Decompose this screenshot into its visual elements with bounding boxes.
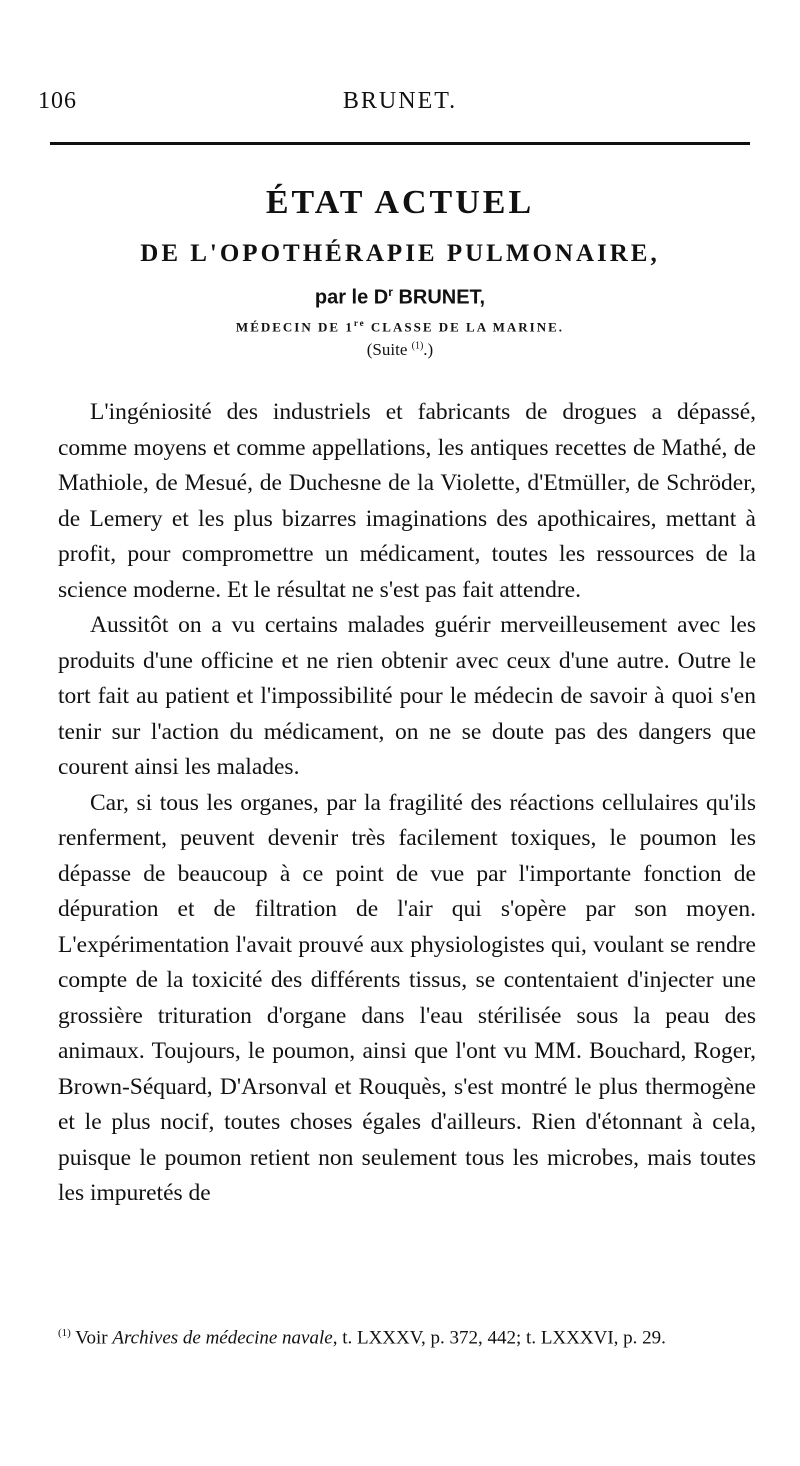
footnote-marker: (1) bbox=[58, 1327, 71, 1339]
byline bbox=[0, 285, 800, 310]
running-head bbox=[38, 88, 762, 118]
paragraph-2: Aussitôt on a vu certains malades guérir merveilleusement avec les produits d'une officine et ne rien obtenir avec ceux d'une autre. Outre le tort fait au patient et l'impossibilité pour le médecin de savoir à quoi s'en tenir sur l'action du médicament, on ne se doute pas des dangers que courent ainsi les malades. bbox=[58, 612, 756, 780]
footnote bbox=[58, 1318, 756, 1353]
suite-suffix: .) bbox=[423, 340, 434, 359]
body-text bbox=[58, 395, 756, 1212]
affiliation-sup: re bbox=[353, 318, 366, 328]
article-subtitle: DE L'OPOTHÉRAPIE PULMONAIRE, bbox=[140, 240, 660, 267]
byline-sup: r bbox=[388, 285, 393, 299]
footnote-journal: Archives de médecine navale bbox=[112, 1327, 333, 1349]
byline-prefix: par le D bbox=[314, 286, 389, 309]
paragraph-3: Car, si tous les organes, par la fragilité des réactions cellulaires qu'ils renferment, peuvent devenir très facilement toxiques, le poumon les dépasse de beaucoup à ce point de vue par l'importante fonction de dépuration et de filtration de l'air qui s'opère par son moyen. L'expérimentation l'avait prouvé aux physiologistes qui, voulant se rendre compte de la toxicité des différents tissus, se contentaient d'injecter une grossière trituration d'organe dans l'eau stérilisée sous la peau des animaux. Toujours, le poumon, ainsi que l'ont vu MM. Bouchard, Roger, Brown-Séquard, D'Arsonval et Rouquès, s'est montré le plus thermogène et le plus nocif, toutes choses égales d'ailleurs. Rien d'étonnant à cela, puisque le poumon retient non seulement tous les microbes, mais toutes les impuretés de bbox=[58, 789, 756, 1206]
affiliation-prefix: MÉDECIN DE 1 bbox=[235, 319, 354, 335]
running-title: BRUNET. bbox=[342, 88, 458, 114]
continuation-note bbox=[0, 340, 800, 360]
suite-prefix: (Suite bbox=[366, 340, 412, 359]
author-name: BRUNET, bbox=[392, 286, 486, 309]
author-affiliation bbox=[0, 318, 800, 335]
footnote-prefix: Voir bbox=[70, 1327, 113, 1349]
page-number: 106 bbox=[38, 88, 77, 114]
paragraph-1: L'ingéniosité des industriels et fabricants de drogues a dépassé, comme moyens et comme appellations, les antiques recettes de Mathé, de Mathiole, de Mesué, de Duchesne de la Violette, d'Etmüller, de Schröder, de Lemery et les plus bizarres imaginations des apothicaires, mettant à profit, pour compromettre un médicament, toutes les ressources de la science moderne. Et le résultat ne s'est pas fait attendre. bbox=[58, 399, 756, 603]
footnote-refs: , t. LXXXV, p. 372, 442; t. LXXXVI, p. 29. bbox=[332, 1327, 666, 1349]
footnote-ref: (1) bbox=[411, 340, 424, 352]
affiliation-suffix: CLASSE DE LA MARINE. bbox=[365, 319, 565, 335]
article-title: ÉTAT ACTUEL bbox=[265, 184, 535, 221]
header-rule bbox=[50, 142, 750, 145]
